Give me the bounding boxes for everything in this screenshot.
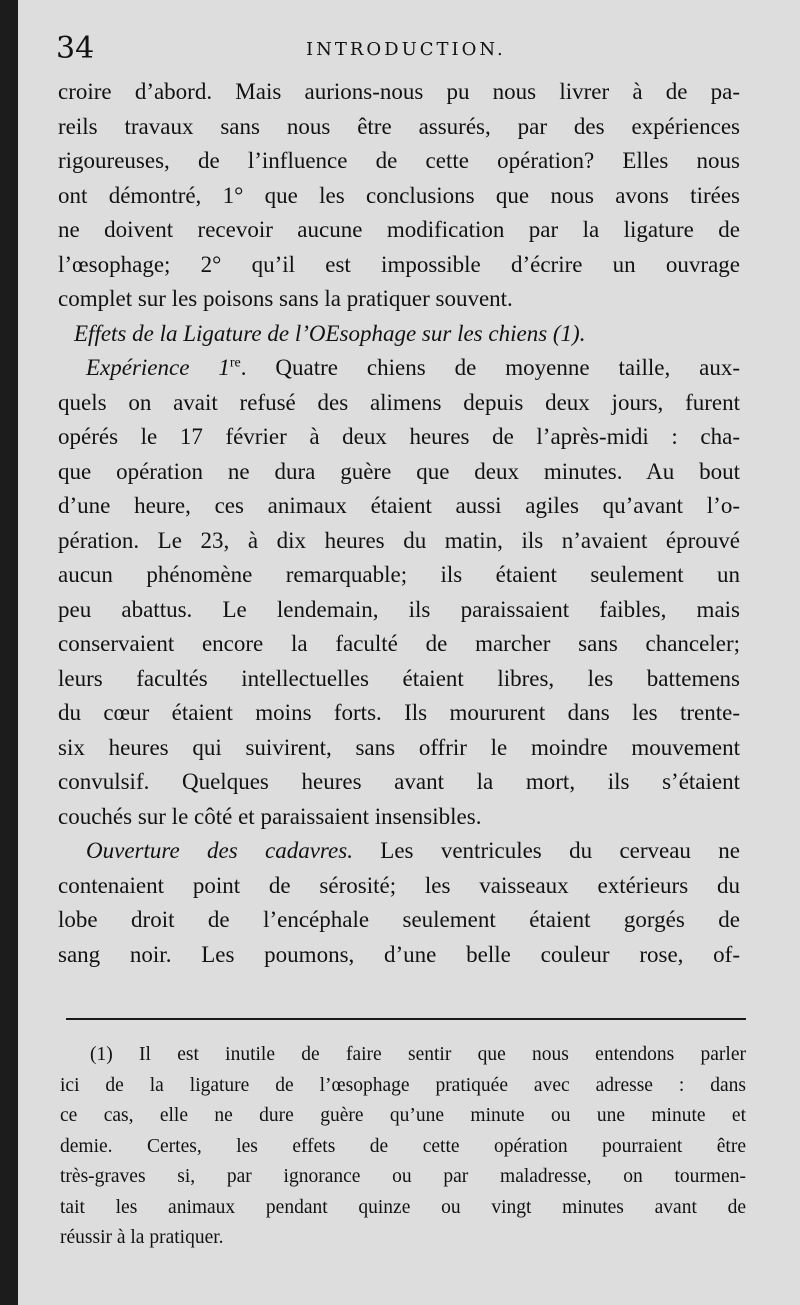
text-line: quels on avait refusé des alimens depuis deux jours, furent: [58, 389, 740, 415]
text-line: pération. Le 23, à dix heures du matin, ils n’avaient éprouvé: [58, 527, 740, 553]
autopsy-label: Ouverture des cadavres.: [86, 838, 353, 863]
page-number: 34: [56, 31, 95, 66]
section-heading: Effets de la Ligature de l’OEsophage sur les chiens (1).: [74, 320, 586, 346]
text-line: lobe droit de l’encéphale seulement étaient gorgés de: [58, 907, 740, 932]
footnote-line: ce cas, elle ne dure guère qu’une minute ou une minute et: [60, 1105, 746, 1126]
text-line: du cœur étaient moins forts. Ils moururent dans les trente-: [58, 700, 740, 725]
text-line: . Quatre chiens de moyenne taille, aux-: [240, 355, 740, 380]
scan-margin: [0, 0, 18, 1305]
footnote-line: très-graves si, par ignorance ou par maladresse, on tourmen-: [60, 1166, 746, 1187]
text-line: d’une heure, ces animaux étaient aussi agiles qu’avant l’o-: [58, 493, 740, 518]
text-line: ont démontré, 1° que les conclusions que nous avons tirées: [58, 182, 740, 208]
text-line: rigoureuses, de l’influence de cette opération? Elles nous: [58, 148, 740, 173]
text-line: convulsif. Quelques heures avant la mort, ils s’étaient: [58, 769, 740, 794]
footnote-rule: [66, 1018, 746, 1020]
book-page: [18, 0, 800, 1305]
experiment-first-line: [58, 351, 740, 386]
text-line: leurs facultés intellectuelles étaient libres, les battemens: [58, 665, 740, 691]
main-text: [58, 75, 740, 972]
footnote-line: réussir à la pratiquer.: [60, 1227, 224, 1248]
running-head: INTRODUCTION.: [306, 39, 506, 60]
text-line: l’œsophage; 2° qu’il est impossible d’écrire un ouvrage: [58, 251, 740, 277]
text-line: ne doivent recevoir aucune modification par la ligature de: [58, 217, 740, 242]
text-line: opérés le 17 février à deux heures de l’après-midi : cha-: [58, 424, 740, 449]
text-line: que opération ne dura guère que deux minutes. Au bout: [58, 458, 740, 484]
text-line: reils travaux sans nous être assurés, par des expériences: [58, 113, 740, 139]
text-line: croire d’abord. Mais aurions-nous pu nous livrer à de pa-: [58, 79, 740, 104]
experiment-ordinal: re: [229, 355, 241, 371]
text-line: peu abattus. Le lendemain, ils paraissaient faibles, mais: [58, 596, 740, 622]
text-line: couchés sur le côté et paraissaient insensibles.: [58, 803, 482, 829]
footnote-line: tait les animaux pendant quinze ou vingt minutes avant de: [60, 1196, 746, 1218]
footnote-line: ici de la ligature de l’œsophage pratiquée avec adresse : dans: [60, 1074, 746, 1096]
page-header: [56, 30, 756, 70]
autopsy-first-line: [58, 834, 740, 869]
text-line: complet sur les poisons sans la pratiquer souvent.: [58, 286, 513, 311]
footnote: [60, 1040, 746, 1254]
text-line: Les ventricules du cerveau ne: [352, 838, 740, 863]
text-line: aucun phénomène remarquable; ils étaient seulement un: [58, 562, 740, 587]
text-line: contenaient point de sérosité; les vaisseaux extérieurs du: [58, 872, 740, 898]
text-line: six heures qui suivirent, sans offrir le moindre mouvement: [58, 734, 740, 760]
footnote-line: (1) Il est inutile de faire sentir que nous entendons parler: [90, 1044, 746, 1065]
experiment-label: Expérience 1: [86, 355, 230, 380]
footnote-line: demie. Certes, les effets de cette opération pourraient être: [60, 1135, 746, 1157]
text-line: sang noir. Les poumons, d’une belle couleur rose, of-: [58, 941, 740, 967]
text-line: conservaient encore la faculté de marcher sans chanceler;: [58, 631, 740, 656]
